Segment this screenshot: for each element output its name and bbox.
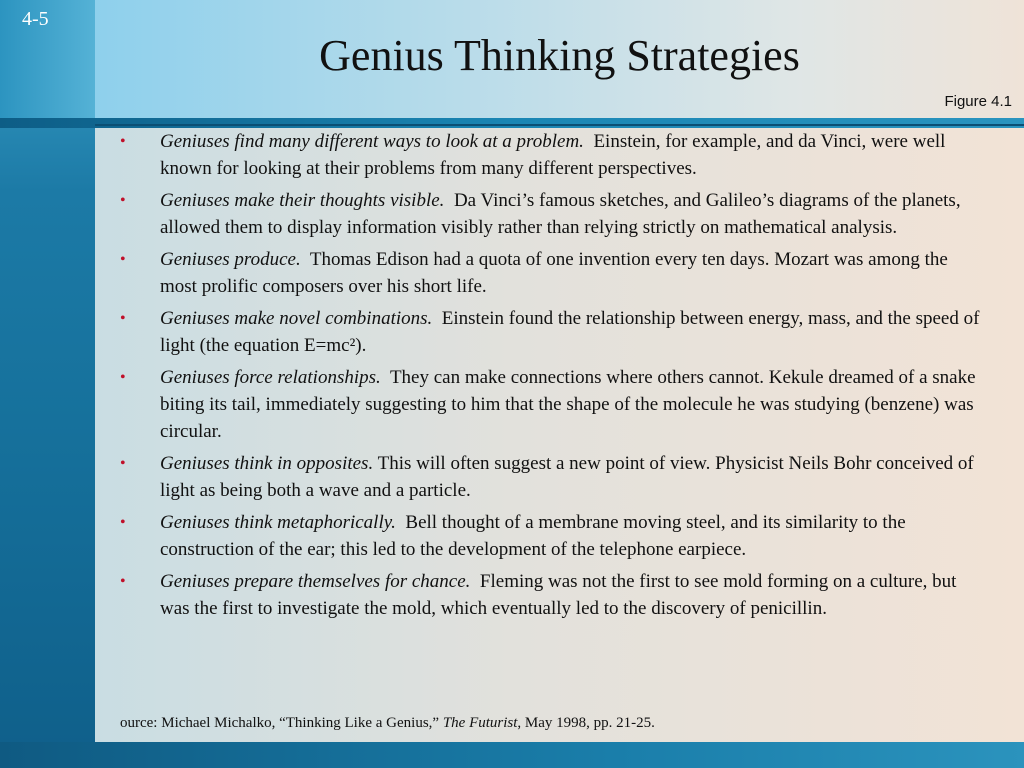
source-citation [120, 715, 655, 732]
bullet-icon: • [120, 369, 126, 386]
bullet-text: Einstein, for example, and da Vinci, were well known for looking at their problems from many different perspectives. [160, 131, 946, 179]
bullet-lead: Geniuses force relationships. [160, 367, 381, 388]
figure-label: Figure 4.1 [944, 93, 1012, 110]
bullet-text: Einstein found the relationship between energy, mass, and the speed of light (the equation E=mc²). [160, 308, 980, 356]
bullet-icon: • [120, 192, 126, 209]
bullet-icon: • [120, 455, 126, 472]
bullet-icon: • [120, 514, 126, 531]
header-divider [0, 118, 1024, 128]
header-divider-line [95, 124, 1024, 126]
bullet-lead: Geniuses think metaphorically. [160, 512, 396, 533]
bullet-text: Da Vinci’s famous sketches, and Galileo’s diagrams of the planets, allowed them to display information visibly rather than relying strictly on mathematical analysis. [160, 190, 961, 238]
bullet-icon: • [120, 251, 126, 268]
bullet-lead: Geniuses make their thoughts visible. [160, 190, 445, 211]
source-suffix: , May 1998, pp. 21-25. [517, 715, 655, 731]
bullet-item [120, 128, 980, 182]
bullet-text: This will often suggest a new point of view. Physicist Neils Bohr conceived of light as being both a wave and a particle. [160, 453, 974, 501]
bullet-lead: Geniuses find many different ways to look at a problem. [160, 131, 584, 152]
bullet-icon: • [120, 133, 126, 150]
bullet-text: Fleming was not the first to see mold forming on a culture, but was the first to investigate the mold, which eventually led to the discovery of penicillin. [160, 571, 957, 619]
bullet-item [120, 187, 980, 241]
bullet-text: Thomas Edison had a quota of one invention every ten days. Mozart was among the most prolific composers over his short life. [160, 249, 948, 297]
slide-number: 4-5 [22, 8, 49, 30]
slide-title: Genius Thinking Strategies [319, 31, 800, 80]
bullet-list [120, 128, 980, 627]
bullet-icon: • [120, 573, 126, 590]
source-journal: The Futurist [442, 715, 518, 731]
bullet-item [120, 568, 980, 622]
bullet-item [120, 305, 980, 359]
bullet-item [120, 364, 980, 445]
bullet-text: They can make connections where others cannot. Kekule dreamed of a snake biting its tail, immediately suggesting to him that the shape of the molecule he was studying (benzene) was circular. [160, 367, 976, 442]
source-prefix: ource: Michael Michalko, “Thinking Like a Genius,” [120, 715, 443, 731]
bullet-lead: Geniuses prepare themselves for chance. [160, 571, 471, 592]
bullet-item [120, 246, 980, 300]
bullet-lead: Geniuses produce. [160, 249, 301, 270]
bottom-decorative-band [0, 742, 1024, 768]
bullet-item [120, 509, 980, 563]
bullet-item [120, 450, 980, 504]
bullet-icon: • [120, 310, 126, 327]
bullet-lead: Geniuses think in opposites. [160, 453, 374, 474]
bullet-lead: Geniuses make novel combinations. [160, 308, 433, 329]
bullet-text: Bell thought of a membrane moving steel, and its similarity to the construction of the ear; this led to the development of the telephone earpiece. [160, 512, 906, 560]
